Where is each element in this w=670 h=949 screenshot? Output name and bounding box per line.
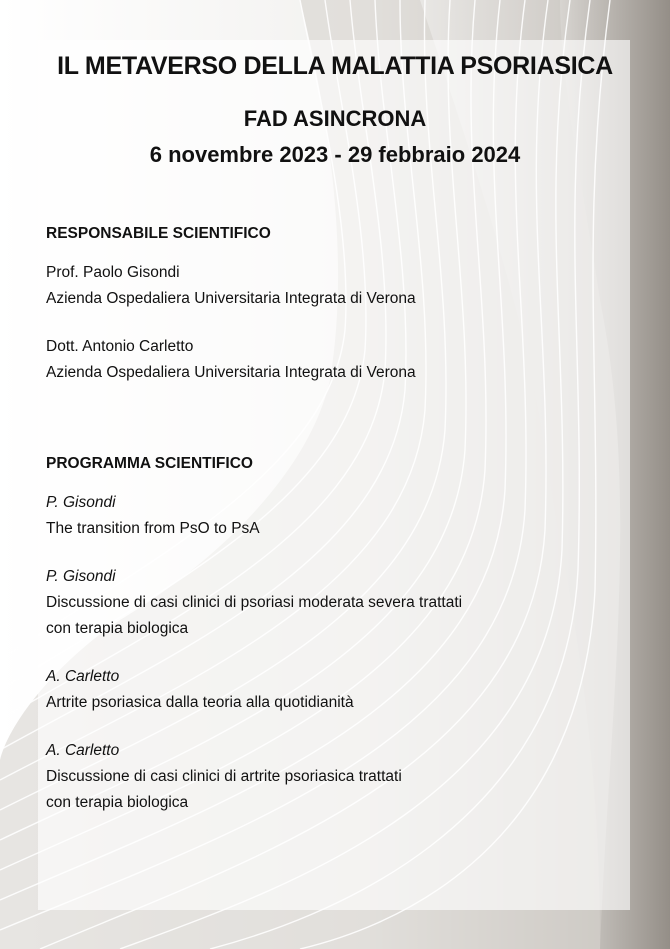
program-topic: Discussione di casi clinici di artrite psoriasica trattati	[46, 768, 402, 785]
program-item	[46, 738, 606, 816]
page-title: IL METAVERSO DELLA MALATTIA PSORIASICA	[57, 52, 613, 80]
program-speaker: A. Carletto	[46, 742, 120, 759]
programma-heading: PROGRAMMA SCIENTIFICO	[46, 455, 253, 472]
program-item	[46, 564, 606, 642]
responsabile-heading: RESPONSABILE SCIENTIFICO	[46, 225, 271, 242]
program-topic: con terapia biologica	[46, 794, 189, 811]
program-topic: The transition from PsO to PsA	[46, 520, 260, 537]
responsabile-entry	[46, 260, 606, 312]
program-speaker: P. Gisondi	[46, 494, 116, 511]
course-type: FAD ASINCRONA	[243, 106, 427, 131]
program-item	[46, 664, 606, 716]
person-name: Dott. Antonio Carletto	[46, 338, 194, 355]
main-content	[46, 221, 606, 838]
program-speaker: A. Carletto	[46, 668, 120, 685]
program-item	[46, 490, 606, 542]
program-topic: Artrite psoriasica dalla teoria alla quotidianità	[46, 694, 354, 711]
course-dates: 6 novembre 2023 - 29 febbraio 2024	[149, 142, 521, 167]
person-affiliation: Azienda Ospedaliera Universitaria Integrata di Verona	[46, 364, 416, 381]
program-speaker: P. Gisondi	[46, 568, 116, 585]
responsabile-entry	[46, 334, 606, 386]
program-topic: Discussione di casi clinici di psoriasi moderata severa trattati	[46, 594, 463, 611]
person-name: Prof. Paolo Gisondi	[46, 264, 180, 281]
program-topic: con terapia biologica	[46, 620, 189, 637]
person-affiliation: Azienda Ospedaliera Universitaria Integrata di Verona	[46, 290, 416, 307]
